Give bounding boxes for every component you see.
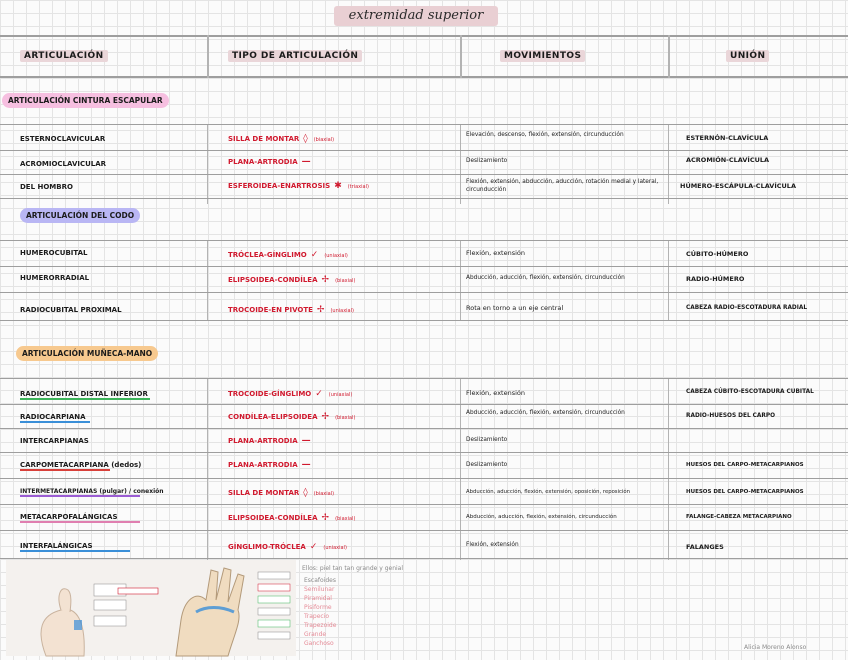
table-row-tipo: CONDÍLEA-ELIPSOIDEA ✢ (biaxial) <box>228 412 356 422</box>
list-item: Trapezoide <box>304 622 337 629</box>
table-row-articulacion: ACROMIOCLAVICULAR <box>20 160 107 168</box>
column-divider <box>207 240 208 320</box>
dash-icon: — <box>301 460 311 470</box>
table-row-movimientos: Abducción, aducción, flexión, extensión, circunducción <box>466 275 625 281</box>
header-articulacion: ARTICULACIÓN <box>20 36 200 76</box>
table-row-tipo: PLANA-ARTRODIA — <box>228 460 311 470</box>
table-row-articulacion: ESTERNOCLAVICULAR <box>20 135 106 143</box>
row-rule <box>0 428 848 429</box>
table-row-tipo: TROCOIDE-EN PIVOTE ✢ (uniaxial) <box>228 305 354 315</box>
table-row-movimientos: Elevación, descenso, flexión, extensión, circunducción <box>466 132 624 138</box>
biaxial-icon: ◊ <box>303 134 308 144</box>
column-divider <box>207 124 208 204</box>
dash-icon: — <box>301 157 311 167</box>
biaxial-cross-icon: ✢ <box>321 275 330 285</box>
header-movimientos: MOVIMIENTOS <box>500 36 660 76</box>
row-rule <box>0 558 848 559</box>
row-rule <box>0 404 848 405</box>
table-row-union: CÚBITO-HÚMERO <box>686 250 749 258</box>
table-row-union: CABEZA CÚBITO-ESCOTADURA CUBITAL <box>686 389 814 395</box>
table-row-tipo: TROCOIDE-GÍNGLIMO ✓ (uniaxial) <box>228 389 353 399</box>
table-row-tipo: PLANA-ARTRODIA — <box>228 157 311 167</box>
table-row-movimientos: Deslizamiento <box>466 437 508 443</box>
table-row-movimientos: Flexión, extensión <box>466 542 519 548</box>
row-rule <box>0 198 848 199</box>
footer-note: Ellos: piel tan tan grande y genial <box>302 565 404 572</box>
check-icon: ✓ <box>310 250 319 260</box>
check-icon: ✓ <box>309 542 318 552</box>
table-row-articulacion: INTERFALÁNGICAS <box>20 542 130 552</box>
table-row-union: RADIO-HUESOS DEL CARPO <box>686 413 776 419</box>
table-row-tipo: GÍNGLIMO-TRÓCLEA ✓ (uniaxial) <box>228 542 347 552</box>
table-row-union: CABEZA RADIO-ESCOTADURA RADIAL <box>686 305 808 311</box>
column-divider <box>207 378 208 560</box>
table-row-articulacion: METACARPOFALÁNGICAS <box>20 513 140 523</box>
header-rule-bottom <box>0 76 848 78</box>
table-row-articulacion: INTERMETACARPIANAS (pulgar) / conexión <box>20 488 164 495</box>
table-row-movimientos: Flexión, extensión <box>466 389 525 397</box>
table-row-movimientos: Abducción, aducción, flexión, extensión, oposición, reposición <box>466 489 631 495</box>
column-divider <box>668 124 669 204</box>
biaxial-cross-icon: ✢ <box>321 412 330 422</box>
table-row-movimientos: Flexión, extensión <box>466 249 525 257</box>
header-divider <box>460 35 462 78</box>
column-divider <box>668 240 669 320</box>
hand-bones-illustration <box>6 560 296 656</box>
table-row-union: FALANGE-CABEZA METACARPIANO <box>686 514 792 520</box>
page-title: extremidad superior <box>334 6 498 26</box>
table-row-union: HUESOS DEL CARPO-METACARPIANOS <box>686 489 804 495</box>
table-row-tipo: ESFEROIDEA-ENARTROSIS ✱ (triaxial) <box>228 181 369 191</box>
table-row-union: FALANGES <box>686 543 724 551</box>
table-row-movimientos: Deslizamiento <box>466 158 508 164</box>
table-row-tipo: SILLA DE MONTAR ◊ (biaxial) <box>228 134 335 144</box>
row-rule <box>0 292 848 293</box>
pivot-icon: ✢ <box>316 305 325 315</box>
row-rule <box>0 530 848 531</box>
list-item: Ganchoso <box>304 640 334 647</box>
row-rule <box>0 174 848 175</box>
section-codo: ARTICULACIÓN DEL CODO <box>20 208 140 223</box>
table-row-tipo: PLANA-ARTRODIA — <box>228 436 311 446</box>
table-row-tipo: TRÓCLEA-GÍNGLIMO ✓ (uniaxial) <box>228 250 348 260</box>
table-row-articulacion: DEL HOMBRO <box>20 183 73 191</box>
list-item: Pisiforme <box>304 604 332 611</box>
table-row-articulacion: HUMERORRADIAL <box>20 274 90 282</box>
author-signature: Alicia Moreno Alonso <box>744 644 807 651</box>
table-row-union: HUESOS DEL CARPO-METACARPIANOS <box>686 462 804 468</box>
biaxial-cross-icon: ✢ <box>321 513 330 523</box>
list-item: Escafoides <box>304 577 336 584</box>
header-rule-top <box>0 35 848 37</box>
table-row-articulacion: RADIOCUBITAL DISTAL INFERIOR <box>20 390 150 400</box>
column-divider <box>668 378 669 560</box>
row-rule <box>0 378 848 379</box>
carpal-bones-list <box>304 576 384 648</box>
table-row-movimientos: Abducción, aducción, flexión, extensión, circunducción <box>466 410 625 416</box>
table-row-movimientos: Deslizamiento <box>466 462 508 468</box>
list-item: Trapecio <box>304 613 330 620</box>
table-row-movimientos: Flexión, extensión, abducción, aducción, rotación medial y lateral, circunducción <box>466 179 659 193</box>
table-row-articulacion: RADIOCUBITAL PROXIMAL <box>20 306 122 314</box>
row-rule <box>0 452 848 453</box>
dash-icon: — <box>301 436 311 446</box>
table-row-articulacion: HUMEROCUBITAL <box>20 249 88 257</box>
table-row-union: HÚMERO-ESCÁPULA-CLAVÍCULA <box>680 182 796 190</box>
triaxial-icon: ✱ <box>334 181 342 191</box>
header-tipo: TIPO DE ARTICULACIÓN <box>228 36 458 76</box>
list-item: Piramidal <box>304 595 332 602</box>
check-icon: ✓ <box>315 389 323 399</box>
row-rule <box>0 504 848 505</box>
hand-anatomy-figure <box>6 560 296 656</box>
table-row-tipo: ELIPSOIDEA-CONDÍLEA ✢ (biaxial) <box>228 275 356 285</box>
row-rule <box>0 240 848 241</box>
table-row-articulacion: RADIOCARPIANA <box>20 413 90 423</box>
table-row-tipo: ELIPSOIDEA-CONDÍLEA ✢ (biaxial) <box>228 513 356 523</box>
header-divider <box>207 35 209 78</box>
table-row-union: ESTERNÓN-CLAVÍCULA <box>686 134 769 142</box>
table-row-union: RADIO-HÚMERO <box>686 275 745 283</box>
biaxial-icon: ◊ <box>303 488 308 498</box>
list-item: Grande <box>304 631 327 638</box>
section-muneca-mano: ARTICULACIÓN MUÑECA-MANO <box>16 346 158 361</box>
table-row-union: ACROMIÓN-CLAVÍCULA <box>686 156 770 164</box>
section-cintura-escapular: ARTICULACIÓN CINTURA ESCAPULAR <box>2 93 169 108</box>
table-row-articulacion: INTERCARPIANAS <box>20 437 89 445</box>
header-union: UNIÓN <box>726 36 826 76</box>
header-divider <box>668 35 670 78</box>
row-rule <box>0 266 848 267</box>
row-rule <box>0 320 848 321</box>
table-row-movimientos: Rota en torno a un eje central <box>466 304 564 312</box>
table-row-tipo: SILLA DE MONTAR ◊ (biaxial) <box>228 488 335 498</box>
table-row-articulacion: CARPOMETACARPIANA (dedos) <box>20 461 142 469</box>
row-rule <box>0 478 848 479</box>
row-rule <box>0 150 848 151</box>
row-rule <box>0 124 848 125</box>
list-item: Semilunar <box>304 586 335 593</box>
table-row-movimientos: Abducción, aducción, flexión, extensión, circunducción <box>466 514 617 520</box>
